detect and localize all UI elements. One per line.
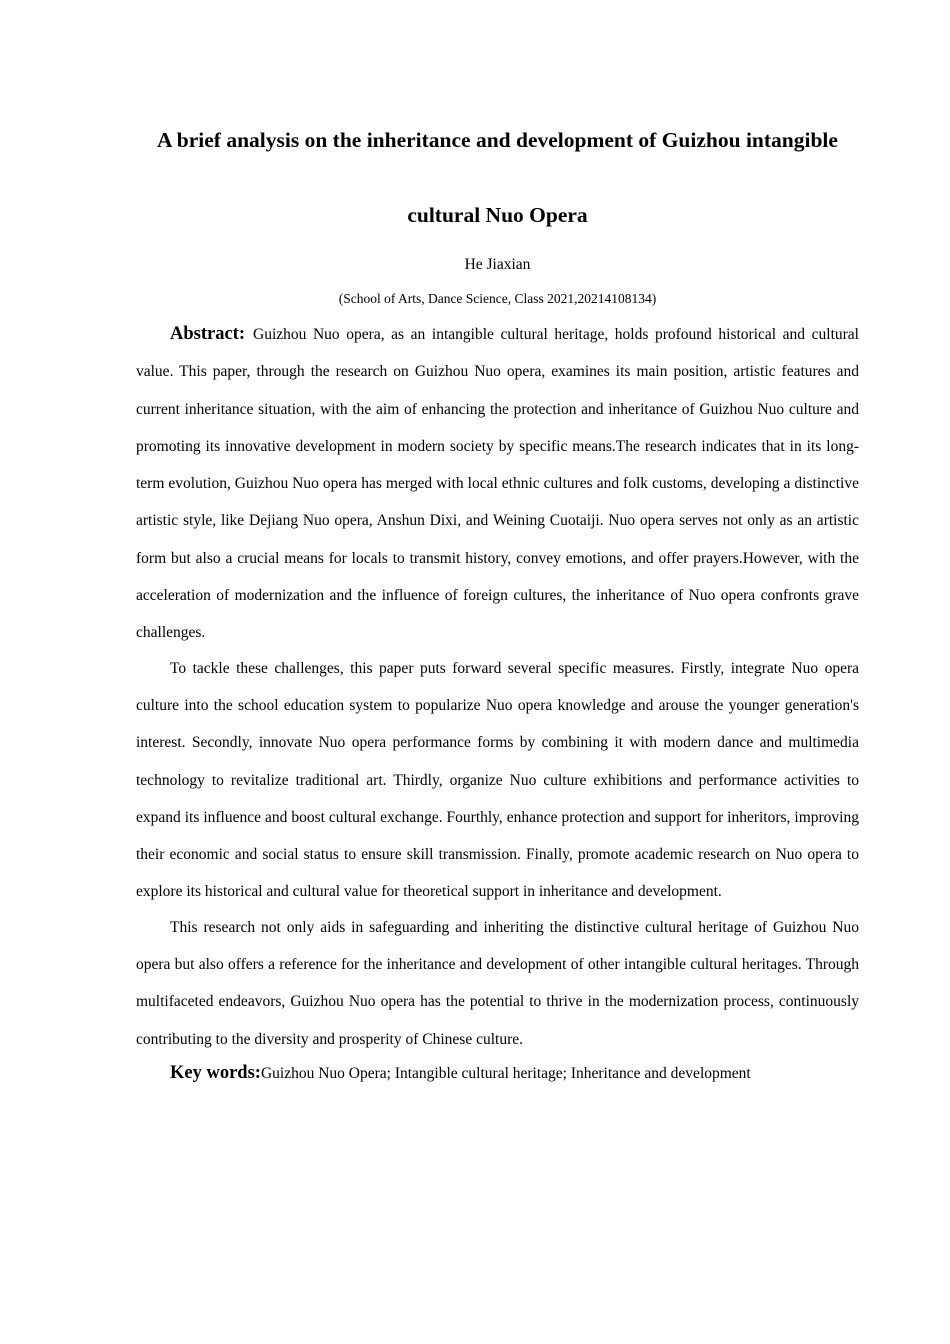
keywords-label: Key words: [170,1062,261,1083]
paper-title [126,103,869,253]
abstract-paragraph-3 [136,909,859,1058]
abstract-paragraph-1 [136,316,859,652]
abstract-text-3: This research not only aids in safeguarding and inheriting the distinctive cultural heritage of Guizhou Nuo opera but also offers a reference for the inheritance and development of other intangible cultural heritages. Through multifaceted endeavors, Guizhou Nuo opera has the potential to thrive in the modernization process, continuously contributing to the diversity and prosperity of Chinese culture. [136,918,859,1048]
abstract-section [136,316,859,1092]
abstract-label: Abstract: [170,324,246,344]
keywords-text: Guizhou Nuo Opera; Intangible cultural heritage; Inheritance and development [260,1064,751,1082]
title-line-1: A brief analysis on the inheritance and development of Guizhou intangible [157,128,838,152]
keywords-line [136,1055,859,1092]
author-affiliation: (School of Arts, Dance Science, Class 2021,20214108134) [338,291,657,306]
title-line-2: cultural Nuo Opera [407,203,588,227]
author-name: He Jiaxian [464,256,531,273]
abstract-text-2: To tackle these challenges, this paper puts forward several specific measures. Firstly, integrate Nuo opera culture into the school education system to popularize Nuo opera knowledge and arouse the younger generation's interest. Secondly, innovate Nuo opera performance forms by combining it with modern dance and multimedia technology to revitalize traditional art. Thirdly, organize Nuo culture exhibitions and performance activities to expand its influence and boost cultural exchange. Fourthly, enhance protection and support for inheritors, improving their economic and social status to ensure skill transmission. Finally, promote academic research on Nuo opera to explore its historical and cultural value for theoretical support in inheritance and development. [136,659,859,901]
abstract-paragraph-2 [136,650,859,911]
abstract-text-1: Guizhou Nuo opera, as an intangible cultural heritage, holds profound historical and cultural value. This paper, through the research on Guizhou Nuo opera, examines its main position, artistic features and current inheritance situation, with the aim of enhancing the protection and inheritance of Guizhou Nuo culture and promoting its innovative development in modern society by specific means.The research indicates that in its long-term evolution, Guizhou Nuo opera has merged with local ethnic cultures and folk customs, developing a distinctive artistic style, like Dejiang Nuo opera, Anshun Dixi, and Weining Cuotaiji. Nuo opera serves not only as an artistic form but also a crucial means for locals to transmit history, convey emotions, and offer prayers.However, with the acceleration of modernization and the influence of foreign cultures, the inheritance of Nuo opera confronts grave challenges. [136,326,859,642]
